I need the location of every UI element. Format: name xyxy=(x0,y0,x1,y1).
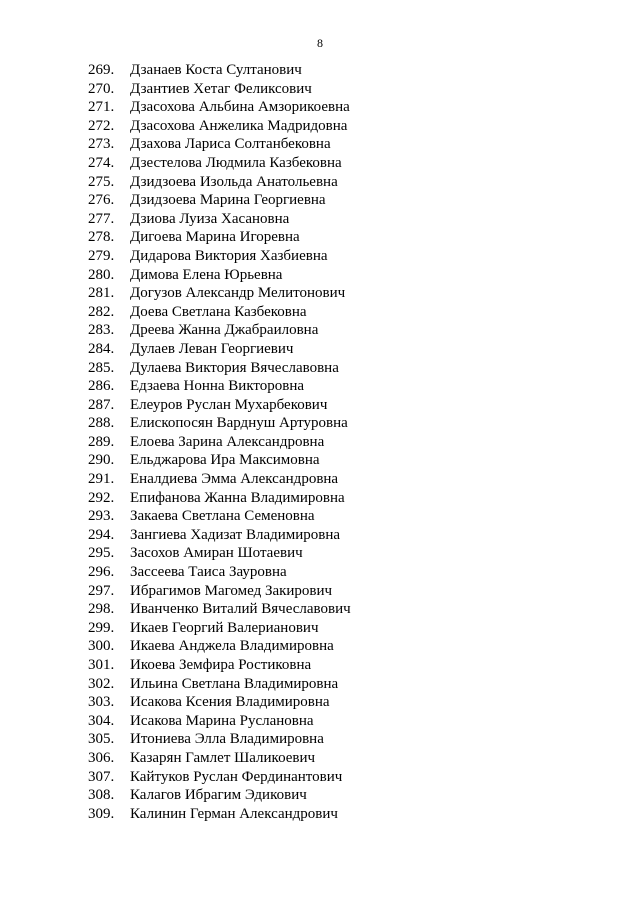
list-item-name: Ильина Светлана Владимировна xyxy=(130,675,339,692)
list-item-number: 300. xyxy=(88,638,115,655)
list-item-name: Засохов Амиран Шотаевич xyxy=(130,545,303,562)
list-item xyxy=(88,489,351,508)
list-item-name: Дидарова Виктория Хазбиевна xyxy=(130,247,328,264)
list-item xyxy=(88,600,351,619)
list-item-number: 281. xyxy=(88,285,115,302)
list-item xyxy=(88,303,351,322)
list-item-number: 285. xyxy=(88,359,115,376)
list-item xyxy=(88,340,351,359)
list-item-name: Исакова Марина Руслановна xyxy=(130,712,314,729)
list-item-number: 276. xyxy=(88,192,115,209)
list-item xyxy=(88,470,351,489)
list-item-name: Елископосян Варднуш Артуровна xyxy=(130,415,348,432)
list-item-name: Еналдиева Эмма Александровна xyxy=(130,471,339,488)
list-item-number: 303. xyxy=(88,694,115,711)
list-item-number: 299. xyxy=(88,619,115,636)
list-item-number: 295. xyxy=(88,545,115,562)
list-item-number: 291. xyxy=(88,471,115,488)
list-item-number: 269. xyxy=(88,62,115,78)
list-item xyxy=(88,247,351,266)
list-item-number: 272. xyxy=(88,117,115,134)
list-item-number: 287. xyxy=(88,396,115,413)
list-item-number: 282. xyxy=(88,303,115,320)
list-item xyxy=(88,637,351,656)
list-item-name: Догузов Александр Мелитонович xyxy=(130,285,346,302)
list-item xyxy=(88,805,351,824)
list-item xyxy=(88,191,351,210)
list-item-name: Калинин Герман Александрович xyxy=(130,805,338,822)
list-item xyxy=(88,117,351,136)
list-item xyxy=(88,619,351,638)
list-item-name: Икаева Анджела Владимировна xyxy=(130,638,334,655)
list-item-name: Итониева Элла Владимировна xyxy=(130,731,324,748)
list-item-number: 283. xyxy=(88,322,115,339)
page-number: 8 xyxy=(317,36,323,50)
list-item-number: 309. xyxy=(88,805,115,822)
list-item-number: 278. xyxy=(88,229,115,246)
list-item-number: 289. xyxy=(88,433,115,450)
list-item xyxy=(88,749,351,768)
list-item-name: Дзестелова Людмила Казбековна xyxy=(130,154,342,171)
list-item xyxy=(88,396,351,415)
list-item xyxy=(88,451,351,470)
list-item-name: Дзантиев Хетаг Феликсович xyxy=(130,80,312,97)
list-item-name: Иванченко Виталий Вячеславович xyxy=(130,601,351,618)
list-item-name: Зангиева Хадизат Владимировна xyxy=(130,526,341,543)
list-item-name: Дреева Жанна Джабраиловна xyxy=(130,322,319,339)
list-item xyxy=(88,61,351,80)
list-item-number: 271. xyxy=(88,99,115,116)
list-item-number: 306. xyxy=(88,749,115,766)
list-item-number: 301. xyxy=(88,657,115,673)
list-item xyxy=(88,414,351,433)
list-item-number: 302. xyxy=(88,675,115,692)
list-item-number: 274. xyxy=(88,154,115,171)
list-item xyxy=(88,135,351,154)
list-item-name: Дзидзоева Марина Георгиевна xyxy=(130,192,326,209)
list-item-number: 290. xyxy=(88,452,115,469)
list-item-number: 305. xyxy=(88,731,115,748)
list-item xyxy=(88,80,351,99)
list-item-name: Ибрагимов Магомед Закирович xyxy=(130,582,333,599)
list-item-name: Дигоева Марина Игоревна xyxy=(130,229,300,246)
list-item-name: Калагов Ибрагим Эдикович xyxy=(130,787,307,804)
list-item xyxy=(88,544,351,563)
list-item xyxy=(88,377,351,396)
list-item xyxy=(88,582,351,601)
list-item-name: Закаева Светлана Семеновна xyxy=(130,508,315,525)
list-item-number: 286. xyxy=(88,378,115,395)
list-item xyxy=(88,266,351,285)
list-item-number: 296. xyxy=(88,564,115,581)
list-item-name: Дулаев Леван Георгиевич xyxy=(130,340,294,357)
list-item-number: 280. xyxy=(88,266,115,283)
list-item xyxy=(88,359,351,378)
list-item-number: 273. xyxy=(88,136,115,153)
list-item-number: 297. xyxy=(88,582,115,599)
list-item-name: Димова Елена Юрьевна xyxy=(130,266,283,283)
list-item-number: 304. xyxy=(88,712,115,729)
list-item-name: Дзасохова Анжелика Мадридовна xyxy=(130,117,348,134)
list-item-number: 275. xyxy=(88,173,115,190)
list-item xyxy=(88,507,351,526)
list-item-name: Казарян Гамлет Шаликоевич xyxy=(130,749,316,766)
list-item-name: Доева Светлана Казбековна xyxy=(130,303,307,320)
list-item-name: Зассеева Таиса Зауровна xyxy=(130,564,287,581)
list-item xyxy=(88,526,351,545)
list-item-number: 293. xyxy=(88,508,115,525)
list-item-name: Икаев Георгий Валерианович xyxy=(130,619,319,636)
list-item-name: Кайтуков Руслан Фердинантович xyxy=(130,768,343,785)
list-item-number: 279. xyxy=(88,247,115,264)
list-item-number: 270. xyxy=(88,80,115,97)
list-item-number: 298. xyxy=(88,601,115,618)
list-item-name: Исакова Ксения Владимировна xyxy=(130,694,330,711)
list-item xyxy=(88,210,351,229)
list-item xyxy=(88,786,351,805)
list-item xyxy=(88,563,351,582)
list-item-name: Едзаева Нонна Викторовна xyxy=(130,378,305,395)
list-item-name: Икоева Земфира Ростиковна xyxy=(130,657,312,673)
list-item-number: 288. xyxy=(88,415,115,432)
list-item-number: 292. xyxy=(88,489,115,506)
list-item xyxy=(88,656,351,675)
list-item-name: Дзанаев Коста Султанович xyxy=(130,62,302,78)
list-item xyxy=(88,675,351,694)
list-item-name: Дулаева Виктория Вячеславовна xyxy=(130,359,339,376)
list-item xyxy=(88,98,351,117)
list-item-name: Дзиова Луиза Хасановна xyxy=(130,210,290,227)
list-item xyxy=(88,173,351,192)
list-item-number: 284. xyxy=(88,340,115,357)
list-item-name: Дзасохова Альбина Амзорикоевна xyxy=(130,99,350,116)
list-item xyxy=(88,321,351,340)
list-item xyxy=(88,693,351,712)
list-item xyxy=(88,154,351,173)
list-item-number: 294. xyxy=(88,526,115,543)
list-item xyxy=(88,730,351,749)
list-item-number: 307. xyxy=(88,768,115,785)
list-item-name: Елеуров Руслан Мухарбекович xyxy=(130,396,328,413)
list-item xyxy=(88,228,351,247)
list-item-name: Елоева Зарина Александровна xyxy=(130,433,325,450)
list-item-name: Епифанова Жанна Владимировна xyxy=(130,489,345,506)
list-item xyxy=(88,768,351,787)
name-list xyxy=(88,61,351,823)
list-item-name: Ельджарова Ира Максимовна xyxy=(130,452,320,469)
list-item xyxy=(88,284,351,303)
list-item xyxy=(88,712,351,731)
list-item-name: Дзидзоева Изольда Анатольевна xyxy=(130,173,338,190)
list-item xyxy=(88,433,351,452)
list-item-number: 277. xyxy=(88,210,115,227)
list-item-number: 308. xyxy=(88,787,115,804)
list-item-name: Дзахова Лариса Солтанбековна xyxy=(130,136,331,153)
